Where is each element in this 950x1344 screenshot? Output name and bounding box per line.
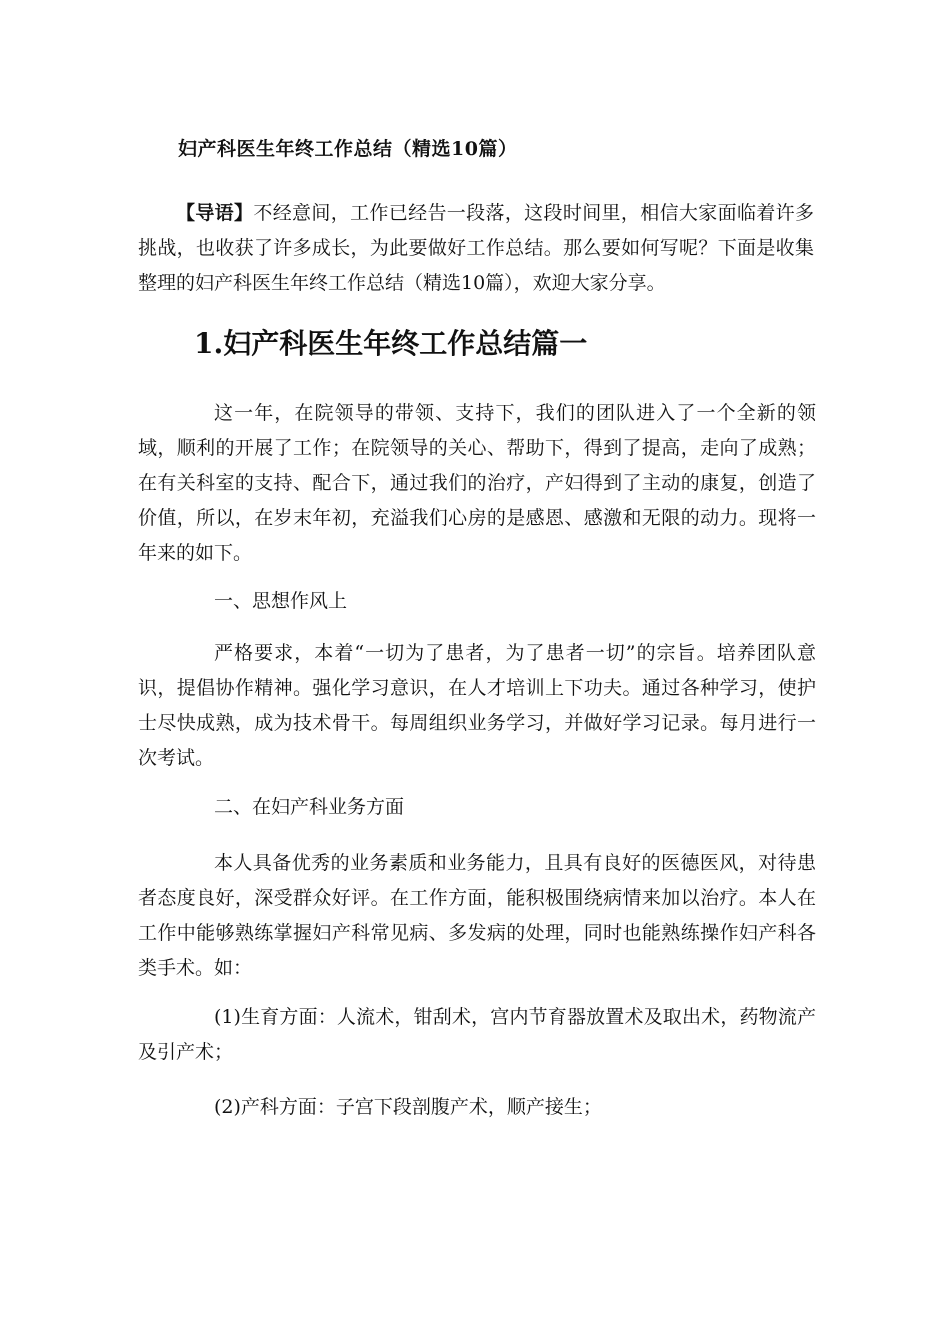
intro-paragraph	[138, 196, 814, 301]
subheading-obstetrics-business: 二、在妇产科业务方面	[214, 796, 405, 818]
list-item: (2)产科方面：子宫下段剖腹产术，顺产接生；	[214, 1096, 602, 1118]
intro-text: 不经意间，工作已经告一段落，这段时间里，相信大家面临着许多挑战，也收获了许多成长，为此要做好工作总结。那么要如何写呢？下面是收集整理的妇产科医生年终工作总结（精选10篇），欢迎大家分享。	[138, 202, 814, 294]
intro-lead-tag: 【导语】	[176, 202, 254, 224]
section-heading: 1.妇产科医生年终工作总结篇一	[194, 327, 588, 360]
list-item: (1)生育方面：人流术，钳刮术，宫内节育器放置术及取出术，药物流产及引产术；	[138, 1006, 816, 1063]
body-paragraph: 这一年，在院领导的带领、支持下，我们的团队进入了一个全新的领域，顺利的开展了工作；在院领导的关心、帮助下，得到了提高，走向了成熟；在有关科室的支持、配合下，通过我们的治疗，产妇得到了主动的康复，创造了价值，所以，在岁末年初，充溢我们心房的是感恩、感激和无限的动力。现将一年来的如下。	[138, 402, 816, 564]
document-title: 妇产科医生年终工作总结（精选10篇）	[178, 138, 518, 160]
body-paragraph: 本人具备优秀的业务素质和业务能力，且具有良好的医德医风，对待患者态度良好，深受群众好评。在工作方面，能积极围绕病情来加以治疗。本人在工作中能够熟练掌握妇产科常见病、多发病的处理，同时也能熟练操作妇产科各类手术。如：	[138, 852, 816, 979]
subheading-thought-style: 一、思想作风上	[214, 590, 348, 612]
body-paragraph: 严格要求，本着“一切为了患者，为了患者一切”的宗旨。培养团队意识，提倡协作精神。强化学习意识，在人才培训上下功夫。通过各种学习，使护士尽快成熟，成为技术骨干。每周组织业务学习，并做好学习记录。每月进行一次考试。	[138, 642, 816, 769]
